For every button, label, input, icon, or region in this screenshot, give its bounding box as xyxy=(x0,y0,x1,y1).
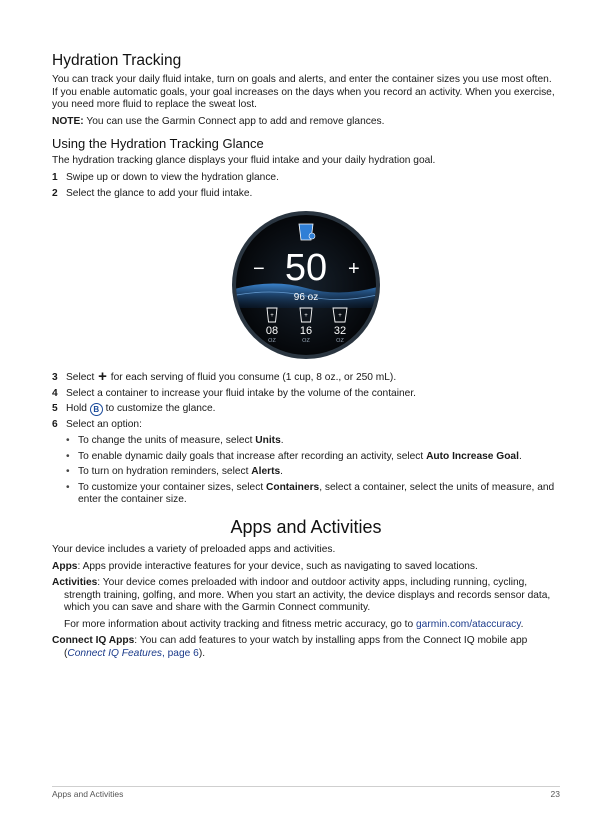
container-amount: 08 xyxy=(265,325,279,338)
step-6 xyxy=(52,419,560,432)
goal-value: 96 oz xyxy=(293,292,319,304)
accuracy-link[interactable]: garmin.com/ataccuracy xyxy=(416,618,521,630)
option-item: • To change the units of measure, select Units. xyxy=(66,434,284,446)
step-number: 6 xyxy=(52,419,58,431)
step-text: Select an option: xyxy=(66,419,142,431)
option-item: • To customize your container sizes, select Containers, select a container, select the units of measure, and enter the container size. xyxy=(66,481,555,506)
increase-button: + xyxy=(348,258,360,281)
glance-title: Using the Hydration Tracking Glance xyxy=(52,136,264,152)
decrease-button: − xyxy=(253,258,265,281)
step-5 xyxy=(52,403,560,416)
page-content xyxy=(52,52,560,665)
step-1 xyxy=(52,172,560,185)
hydration-note xyxy=(52,116,560,129)
step-number: 2 xyxy=(52,187,58,199)
container-amount: 32 xyxy=(333,325,347,338)
step-3 xyxy=(52,368,560,386)
ciq-definition: Connect IQ Apps: You can add features to your watch by installing apps from the Connect IQ mobile app (Connect IQ Features, page 6). xyxy=(52,635,528,660)
option-item: • To enable dynamic daily goals that increase after recording an activity, select Auto Increase Goal. xyxy=(66,450,522,462)
page-number: 23 xyxy=(550,789,560,799)
container-unit: OZ xyxy=(302,338,310,345)
step-number: 3 xyxy=(52,372,58,384)
step-text: Swipe up or down to view the hydration glance. xyxy=(66,171,279,183)
apps-definition: Apps: Apps provide interactive features for your device, such as navigating to saved locations. xyxy=(52,560,478,572)
accuracy-note: For more information about activity tracking and fitness metric accuracy, go to garmin.com/ataccuracy. xyxy=(64,618,524,630)
bullet-icon: • xyxy=(66,466,70,478)
option-item: • To turn on hydration reminders, select Alerts. xyxy=(66,466,284,478)
glance-intro: The hydration tracking glance displays your fluid intake and your daily hydration goal. xyxy=(52,155,436,167)
container-amount: 16 xyxy=(299,325,313,338)
step-number: 1 xyxy=(52,171,58,183)
step-text: Select + for each serving of fluid you consume (1 cup, 8 oz., or 250 mL). xyxy=(66,368,397,386)
svg-text:+: + xyxy=(338,313,342,320)
step-number: 5 xyxy=(52,403,58,415)
hydration-title: Hydration Tracking xyxy=(52,52,182,69)
apps-title: Apps and Activities xyxy=(230,516,382,537)
container-unit: OZ xyxy=(336,338,344,345)
step-text: Select a container to increase your fluid intake by the volume of the container. xyxy=(66,387,416,399)
hydration-watch-face xyxy=(231,210,381,360)
container-unit: OZ xyxy=(268,338,276,345)
page-footer xyxy=(52,786,560,799)
b-button-icon: B xyxy=(90,403,103,416)
bullet-icon: • xyxy=(66,434,70,446)
step-text: Hold B to customize the glance. xyxy=(66,403,216,415)
hydration-intro: You can track your daily fluid intake, turn on goals and alerts, and enter the container sizes you use most often. If you enable automatic goals, your goal increases on the days when you record an activity. When you exercise, you need more fluid to replace the sweat lost. xyxy=(52,74,555,111)
svg-text:+: + xyxy=(270,313,274,320)
plus-icon: + xyxy=(98,368,107,386)
apps-intro: Your device includes a variety of preloaded apps and activities. xyxy=(52,543,336,555)
step-number: 4 xyxy=(52,387,58,399)
note-label: NOTE: xyxy=(52,115,84,127)
footer-section: Apps and Activities xyxy=(52,789,124,799)
bullet-icon: • xyxy=(66,481,70,493)
step-2 xyxy=(52,188,560,201)
intake-value: 50 xyxy=(284,247,328,290)
note-text: You can use the Garmin Connect app to add and remove glances. xyxy=(83,115,385,127)
ciq-page-ref[interactable]: , page 6 xyxy=(161,648,199,660)
svg-text:+: + xyxy=(304,313,308,320)
bullet-icon: • xyxy=(66,450,70,462)
step-text: Select the glance to add your fluid intake. xyxy=(66,187,253,199)
ciq-features-link[interactable]: Connect IQ Features xyxy=(67,648,162,660)
activities-definition: Activities: Your device comes preloaded with indoor and outdoor activity apps, including running, cycling, strength training, golfing, and more. When you start an activity, the device displays and records sensor data, which you can save and share with the Garmin Connect community. xyxy=(52,577,551,614)
step-4 xyxy=(52,388,560,401)
